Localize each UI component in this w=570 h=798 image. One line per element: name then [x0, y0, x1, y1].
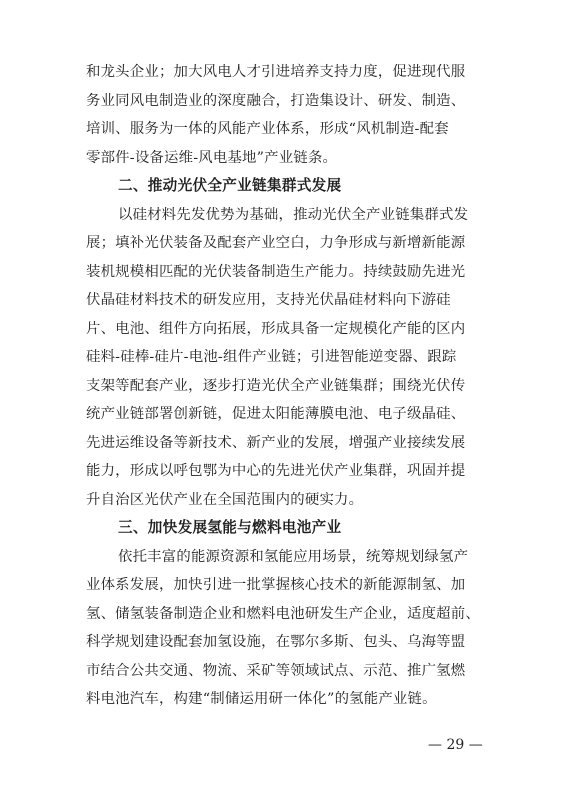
text-line: 零部件-设备运维-风电基地”产业链条。	[86, 149, 338, 166]
text-line: 科学规划建设配套加氢设施，在鄂尔多斯、包头、乌海等盟	[86, 634, 466, 650]
text-line: 依托丰富的能源资源和氢能应用场景，统筹规划绿氢产	[118, 548, 469, 565]
text-line: 升自治区光伏产业在全国范围内的硬实力。	[86, 491, 364, 508]
text-line: 统产业链部署创新链，促进太阳能薄膜电池、电子级晶硅、	[86, 406, 466, 422]
text-line: 伏晶硅材料技术的研发应用，支持光伏晶硅材料向下游硅	[86, 292, 451, 308]
text-line: 和龙头企业；加大风电人才引进培养支持力度，促进现代服	[86, 64, 466, 80]
text-line: 能力，形成以呼包鄂为中心的先进光伏产业集群，巩固并提	[86, 463, 466, 479]
text-line: 装机规模相匹配的光伏装备制造生产能力。持续鼓励先进光	[86, 263, 466, 280]
text-line: 支架等配套产业，逐步打造光伏全产业链集群；围绕光伏传	[86, 377, 466, 394]
text-line: 展；填补光伏装备及配套产业空白，力争形成与新增新能源	[86, 235, 466, 251]
text-line: 氢、储氢装备制造企业和燃料电池研发生产企业，适度超前、	[86, 605, 480, 622]
text-line: 培训、服务为一体的风能产业体系，形成“风机制造-配套	[86, 121, 449, 137]
text-line: 料电池汽车，构建“制储运用研一体化”的氢能产业链。	[86, 691, 437, 707]
text-line: 市结合公共交通、物流、采矿等领域试点、示范、推广氢燃	[86, 662, 466, 679]
text-line: 以硅材料先发优势为基础，推动光伏全产业链集群式发	[118, 206, 469, 223]
section-heading: 三、加快发展氢能与燃料电池产业	[118, 519, 342, 536]
text-line: 务业同风电制造业的深度融合，打造集设计、研发、制造、	[86, 92, 466, 109]
text-line: 片、电池、组件方向拓展，形成具备一定规模化产能的区内	[86, 320, 466, 337]
text-line: 业体系发展，加快引进一批掌握核心技术的新能源制氢、加	[86, 577, 466, 593]
page-number: — 29 —	[428, 737, 483, 753]
text-line: 硅料-硅棒-硅片-电池-组件产业链；引进智能逆变器、跟踪	[86, 349, 457, 365]
text-line: 先进运维设备等新技术、新产业的发展，增强产业接续发展	[86, 434, 466, 451]
section-heading: 二、推动光伏全产业链集群式发展	[118, 177, 342, 194]
